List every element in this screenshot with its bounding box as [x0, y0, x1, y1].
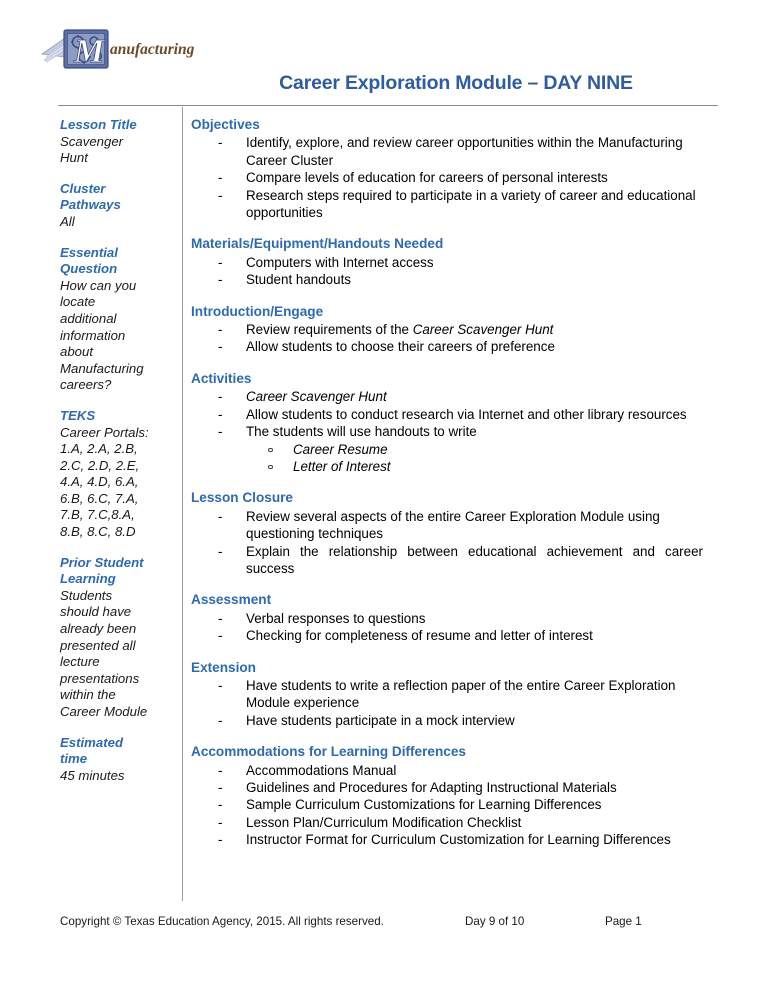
footer-page-number: Page 1: [605, 915, 642, 928]
accommodations-list: [191, 762, 703, 849]
objectives-list: [191, 134, 703, 221]
sidebar-value-teks-line5: 6.B, 6.C, 7.A,: [60, 490, 139, 506]
section-heading-extension: Extension: [191, 659, 256, 675]
section-heading-lesson-closure: Lesson Closure: [191, 490, 293, 506]
list-item: - Accommodations Manual: [191, 762, 703, 779]
sidebar-value-essential-line2: locate: [60, 294, 96, 310]
section-lesson-closure: [191, 489, 703, 577]
logo-wordmark: anufacturing: [110, 41, 195, 58]
intro-item1-emphasis: Career Scavenger Hunt: [412, 322, 554, 338]
sidebar-value-teks-line7: 8.B, 8.C, 8.D: [60, 524, 136, 540]
sidebar-value-prior-line4: presented all: [60, 637, 136, 653]
section-activities: [191, 370, 703, 475]
list-item: - Have students participate in a mock interview: [191, 712, 703, 729]
sidebar-heading-prior-line2: Learning: [60, 571, 116, 587]
list-item: - Verbal responses to questions: [191, 610, 703, 627]
list-item: - Instructor Format for Curriculum Customization for Learning Differences: [191, 831, 703, 848]
list-item: [191, 388, 703, 405]
section-heading-objectives: Objectives: [191, 117, 260, 132]
sidebar-heading-essential-line1: Essential: [60, 244, 118, 260]
section-heading-accommodations: Accommodations for Learning Differences: [191, 744, 466, 760]
sidebar-block-essential-question: [60, 245, 176, 394]
introduction-list: [191, 321, 703, 356]
section-objectives: [191, 116, 703, 221]
section-materials: [191, 235, 703, 288]
sidebar-heading-prior-line1: Prior Student: [60, 554, 144, 570]
list-item: - Identify, explore, and review career opportunities within the Manufacturing Career Cluster: [191, 134, 703, 169]
sidebar-value-essential-line1: How can you: [60, 277, 137, 293]
list-item: Letter of Interest: [246, 458, 703, 475]
sidebar-value-essential-line5: about: [60, 344, 94, 360]
list-item: - Checking for completeness of resume and letter of interest: [191, 627, 703, 644]
activity-item3-text: The students will use handouts to write: [246, 424, 477, 440]
section-heading-assessment: Assessment: [191, 592, 272, 608]
manufacturing-logo: [38, 24, 195, 74]
sidebar-value-teks-line1: Career Portals:: [60, 424, 149, 440]
sidebar-value-prior-line2: should have: [60, 604, 132, 620]
section-assessment: [191, 591, 703, 644]
sidebar-heading-essential-line2: Question: [60, 261, 118, 277]
list-item: - Allow students to choose their careers of preference: [191, 338, 703, 355]
sidebar-block-cluster-pathways: [60, 181, 176, 231]
section-introduction: [191, 303, 703, 356]
list-item: [191, 321, 703, 338]
sidebar-value-teks-line3: 2.C, 2.D, 2.E,: [60, 457, 140, 473]
list-item: - Student handouts: [191, 271, 703, 288]
list-item: - Review several aspects of the entire Career Exploration Module using questioning techniques: [191, 508, 703, 543]
list-item: - Guidelines and Procedures for Adapting Instructional Materials: [191, 779, 703, 796]
column-divider: [182, 107, 183, 901]
sidebar-heading-cluster-line2: Pathways: [60, 197, 121, 213]
sidebar: [60, 117, 176, 784]
sidebar-value-prior-line7: within the: [60, 687, 116, 703]
sidebar-block-teks: [60, 408, 176, 541]
sidebar-value-teks-line6: 7.B, 7.C,8.A,: [60, 507, 135, 523]
sidebar-value-teks-line2: 1.A, 2.A, 2.B,: [60, 441, 138, 457]
svg-text:M: M: [74, 33, 105, 70]
section-extension: [191, 659, 703, 730]
list-item: - Allow students to conduct research via Internet and other library resources: [191, 406, 703, 423]
sidebar-value-lesson-title-line2: Hunt: [60, 150, 88, 166]
sidebar-heading-cluster-line1: Cluster: [60, 180, 106, 196]
sidebar-value-prior-line1: Students: [60, 587, 113, 603]
section-heading-materials: Materials/Equipment/Handouts Needed: [191, 236, 444, 252]
page-title: Career Exploration Module – DAY NINE: [279, 72, 633, 94]
sidebar-block-lesson-title: [60, 117, 176, 167]
sidebar-heading-estimated-line1: Estimated: [60, 734, 124, 750]
page-header: [0, 0, 768, 105]
list-item: - Research steps required to participate in a variety of career and educational opportunities: [191, 187, 703, 222]
sidebar-value-essential-line6: Manufacturing: [60, 360, 144, 376]
list-item: Career Resume: [246, 441, 703, 458]
list-item: - Explain the relationship between educational achievement and career success: [191, 543, 703, 578]
list-item: - Compare levels of education for careers of personal interests: [191, 169, 703, 186]
list-item: - Computers with Internet access: [191, 254, 703, 271]
sidebar-heading-teks: TEKS: [60, 407, 96, 423]
page-body: [0, 106, 768, 994]
extension-list: [191, 677, 703, 729]
sidebar-block-estimated-time: [60, 735, 176, 785]
intro-item1-prefix: Review requirements of the: [246, 322, 413, 338]
section-accommodations: [191, 743, 703, 848]
sidebar-heading-estimated-line2: time: [60, 751, 88, 767]
sidebar-value-essential-line7: careers?: [60, 377, 112, 393]
materials-list: [191, 254, 703, 289]
sidebar-value-prior-line3: already been: [60, 621, 137, 637]
footer-copyright: Copyright © Texas Education Agency, 2015. All rights reserved.: [60, 915, 384, 928]
footer-day-indicator: Day 9 of 10: [465, 915, 525, 928]
activity-item1-emphasis: Career Scavenger Hunt: [246, 389, 387, 405]
section-heading-introduction: Introduction/Engage: [191, 303, 324, 319]
lesson-closure-list: [191, 508, 703, 578]
sidebar-value-teks-line4: 4.A, 4.D, 6.A,: [60, 474, 139, 490]
section-heading-activities: Activities: [191, 370, 252, 386]
activities-sublist: [246, 441, 703, 476]
sidebar-value-estimated-time: 45 minutes: [60, 767, 125, 783]
sidebar-value-prior-line5: lecture: [60, 654, 100, 670]
sidebar-value-cluster-pathways: All: [60, 213, 75, 229]
sidebar-value-prior-line6: presentations: [60, 670, 140, 686]
sidebar-value-essential-line4: information: [60, 327, 126, 343]
main-content: [191, 116, 703, 849]
sidebar-block-prior-student-learning: [60, 555, 176, 721]
sidebar-value-lesson-title-line1: Scavenger: [60, 133, 124, 149]
sidebar-value-essential-line3: additional: [60, 310, 117, 326]
list-item: - Have students to write a reflection paper of the entire Career Exploration Module experience: [191, 677, 703, 712]
activities-list: [191, 388, 703, 475]
list-item: [191, 423, 703, 475]
sidebar-heading-lesson-title: Lesson Title: [60, 117, 137, 132]
page-footer: [60, 915, 718, 931]
sidebar-value-prior-line8: Career Module: [60, 704, 148, 719]
assessment-list: [191, 610, 703, 645]
list-item: - Sample Curriculum Customizations for Learning Differences: [191, 796, 703, 813]
list-item: - Lesson Plan/Curriculum Modification Checklist: [191, 814, 703, 831]
